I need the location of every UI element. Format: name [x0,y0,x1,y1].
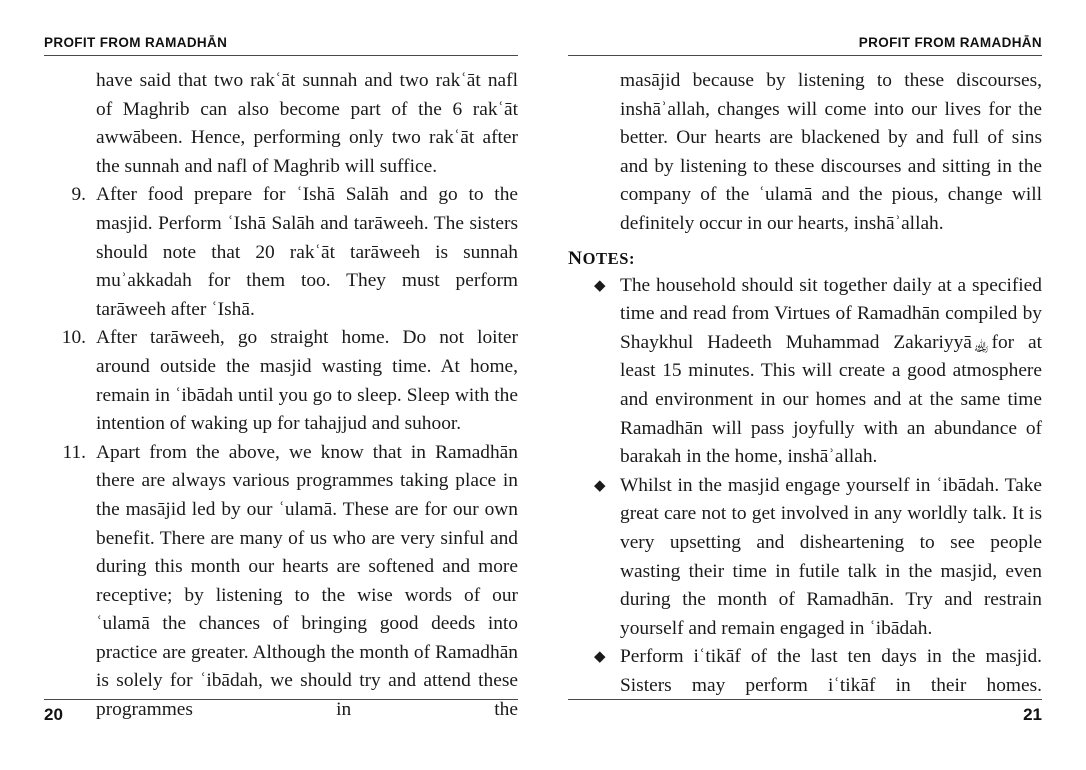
notes-heading-rest: OTES: [582,248,636,268]
notes-heading [568,247,1042,271]
note-bullet-2 [568,472,1042,644]
page-right-footer [568,696,1042,726]
notes-bullet-list [568,272,1042,730]
note-text-1a: The household should sit together daily at a specified time and read from Virtues of Ramadhān compiled by Shaykhul Hadeeth Muhammad Zakariyyā [620,274,1042,353]
continued-paragraph-left: have said that two rakʿāt sunnah and two rakʿāt nafl of Maghrib can also become part of the 6 rakʿāt awwābeen. Hence, performing only two rakʿāt after the sunnah and nafl of Maghrib will suffice. [96,70,518,177]
header-rule-left [44,55,518,56]
list-text-11: Apart from the above, we know that in Ramadhān there are always various programmes taking place in the masājid led by our ʿulamā. These are for our own benefit. There are many of us who are very sinful and during this month our hearts are softened and more receptive; by listening to the wise words of our ʿulamā the chances of bringing good deeds into practice are greater. Although the month of Ramadhān is solely for ʿibādah, we should try and attend these programmes in the [96,441,518,721]
page-number-right: 21 [1023,705,1042,724]
list-marker-11: 11. [62,441,86,463]
running-head-left: PROFIT FROM RAMADHĀN [44,35,228,50]
continued-paragraph-right: masājid because by listening to these discourses, inshāʾallah, changes will come into our lives for the better. Our hearts are blackened by and full of sins and by listening to these discourses and sitting in the company of the ʿulamā and the pious, change will definitely occur in our hearts, inshāʾallah. [620,70,1042,234]
left-body-column [44,67,518,753]
list-item-9 [44,181,518,324]
diamond-bullet-icon: ◆ [594,477,606,494]
page-number-left: 20 [44,705,63,724]
note-text-3: Perform iʿtikāf of the last ten days in the masjid. Sisters may perform iʿtikāf in their homes. [620,646,1042,696]
page-left-content [44,34,518,770]
diamond-bullet-icon: ◆ [594,649,606,666]
right-body-column [568,67,1042,729]
page-left-footer [44,696,518,726]
diamond-bullet-icon: ◆ [594,277,606,294]
list-marker-10: 10. [61,327,86,349]
header-rule-right [568,55,1042,56]
list-marker-9: 9. [71,184,86,206]
list-text-9: After food prepare for ʿIshā Salāh and go to the masjid. Perform ʿIshā Salāh and tarāweeh. The sisters should note that 20 rakʿāt tarāweeh is sunnah muʾakkadah for them too. They must perform tarāweeh after ʿIshā. [96,184,518,320]
running-head-right: PROFIT FROM RAMADHĀN [858,35,1042,50]
notes-heading-initial: N [568,247,583,269]
list-item-10 [44,324,518,438]
numbered-list-left [44,181,518,753]
note-text-1b: for at least 15 minutes. This will create a good atmosphere and environment in our homes and at the same time Ramadhān will pass joyfully with an abundance of barakah in the home, inshāʾallah. [620,331,1043,468]
page-right-content [568,34,1042,770]
note-text-2: Whilst in the masjid engage yourself in ʿibādah. Take great care not to get involved in any worldly talk. It is very upsetting and disheartening to see people wasting their time in futile talk in the masjid, even during the month of Ramadhān. Try and restrain yourself and remain engaged in ʿibādah. [620,474,1042,639]
note-bullet-1 [568,272,1042,472]
page-right [543,0,1086,770]
list-text-10: After tarāweeh, go straight home. Do not loiter around outside the masjid wasting time. At home, remain in ʿibādah until you go to sleep. Sleep with the intention of waking up for tahajjud and suhoor. [96,327,518,435]
honorific-glyph-icon: ﵀ [973,334,990,354]
